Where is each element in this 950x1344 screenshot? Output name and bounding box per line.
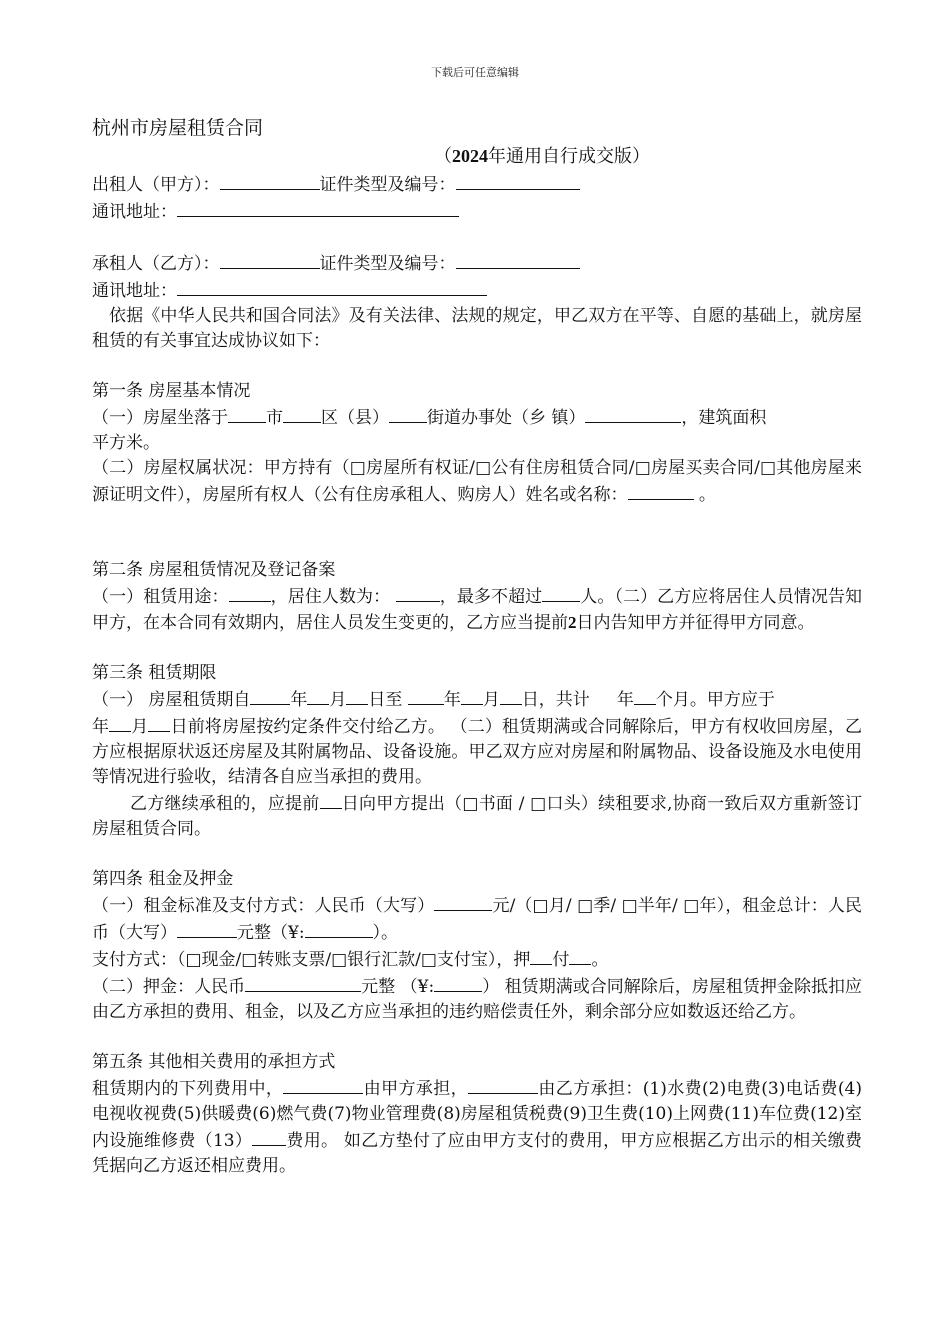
deposit-amount-blank — [245, 973, 361, 992]
lessor-line — [92, 171, 862, 198]
preamble: 依据《中华人民共和国合同法》及有关法律、法规的规定，甲乙双方在平等、自愿的基础上，就房屋租赁的有关事宜达成协议如下： — [92, 306, 862, 351]
article1-location — [92, 404, 862, 456]
a3-m2: 月 — [482, 690, 500, 710]
a3-renew-a: 乙方继续承租的，应提前 — [130, 794, 320, 814]
lessee-id-blank — [456, 250, 580, 269]
contract-subtitle — [222, 142, 862, 171]
notice-days: 2 — [568, 613, 577, 632]
a1-ownership-text: （二）房屋权属状况：甲方持有（□房屋所有权证/□公有住房租赁合同/□房屋买卖合同/□其他房屋来源证明文件），房屋所有权人（公有住房承租人、购房人）姓名或名称： — [92, 458, 862, 505]
street-blank — [389, 404, 427, 423]
article2-heading: 第二条 房屋租赁情况及登记备案 — [92, 560, 336, 580]
residents-blank — [396, 583, 440, 602]
a1-text-b: 市 — [266, 408, 283, 428]
town-blank — [585, 404, 681, 423]
a4-dep-b: 元整 （¥: — [361, 977, 435, 997]
subtitle-open: （ — [434, 146, 452, 167]
a1-text-end: 平方米。 — [92, 433, 160, 453]
lessee-address-line — [92, 277, 862, 304]
a3-renew-b: 日向甲方提出（□书面 / □口头）续租要求,协商一致后双方重新签订房屋租赁合同。 — [92, 794, 863, 839]
contract-body — [92, 114, 862, 1179]
subtitle-year: 2024 — [452, 146, 488, 166]
delivery-day-blank — [148, 713, 170, 732]
start-month-blank — [307, 686, 329, 705]
contract-title: 杭州市房屋租赁合同 — [92, 117, 264, 139]
article4-heading: 第四条 租金及押金 — [92, 869, 234, 889]
deposit-months-blank — [530, 946, 552, 965]
a4-dep-c: ） 租赁期满或合同解除后，房屋租赁押金除抵扣应由乙方承担的费用、租金，以及乙方应当承担的违约赔偿责任外，剩余部分应如数返还给乙方。 — [92, 977, 863, 1022]
city-blank — [228, 404, 266, 423]
a2-text-a: （一）租赁用途： — [92, 587, 229, 607]
lessee-name-blank — [220, 250, 320, 269]
lessee-address-label: 通讯地址： — [92, 281, 177, 301]
article4-deposit — [92, 973, 862, 1025]
lessor-address-line — [92, 198, 862, 225]
a1-text-c: 区（县） — [321, 408, 389, 428]
a3-y4: 年 — [92, 717, 110, 737]
a5-text-d: 费用。 如乙方垫付了应由甲方支付的费用，甲方应根据乙方出示的相关缴费凭据向乙方返还相应费用。 — [92, 1131, 862, 1176]
subtitle-rest: 年通用自行成交版） — [488, 146, 650, 167]
total-months-blank — [634, 686, 656, 705]
end-month-blank — [461, 686, 483, 705]
a4-pay-c: 。 — [591, 950, 609, 970]
a3-y2: 年 — [443, 690, 461, 710]
a2-text-b: ，居住人数为： — [270, 587, 391, 607]
lessee-address-blank — [177, 277, 487, 296]
a3-d2: 日，共计 — [521, 690, 590, 710]
max-residents-blank — [542, 583, 580, 602]
lessee-line — [92, 250, 862, 277]
a4-pay-a: 支付方式：（□现金/□转账支票/□银行汇款/□支付宝），押 — [92, 950, 531, 970]
a4-text-d: ）。 — [372, 923, 399, 943]
lessor-id-blank — [456, 171, 580, 190]
page-header-note: 下载后可任意编辑 — [431, 66, 519, 79]
end-day-blank — [500, 686, 522, 705]
a4-text-c: 元整（¥: — [237, 923, 305, 943]
lessor-fees-blank — [283, 1075, 363, 1094]
a3-d1: 日至 — [368, 690, 403, 710]
a4-dep-a: （二）押金：人民币 — [92, 977, 246, 997]
a3-text-a: （一） 房屋租赁期自 — [92, 690, 251, 710]
owner-name-blank — [628, 481, 694, 500]
a1-text-e: ，建筑面积 — [681, 408, 767, 428]
purpose-blank — [229, 583, 271, 602]
a3-y1: 年 — [290, 690, 308, 710]
article5-body — [92, 1075, 862, 1179]
a3-m4: 月 — [131, 717, 149, 737]
rent-total-number-blank — [305, 919, 373, 938]
rent-amount-blank — [434, 892, 492, 911]
article3-heading: 第三条 租赁期限 — [92, 663, 217, 683]
a2-text-e: 日内告知甲方并征得甲方同意。 — [576, 613, 815, 633]
lessee-label: 承租人（乙方）： — [92, 254, 220, 274]
lessor-label: 出租人（甲方）： — [92, 175, 220, 195]
a5-text-c: 由乙方承担：(1)水费(2)电费(3)电话费(4)电视收视费(5)供暖费(6)燃气费(7)物业管理费(8)房屋租赁税费(9)卫生费(10)上网费(11)车位费(12)室内设施维修费（13） — [92, 1079, 862, 1151]
payment-months-blank — [569, 946, 591, 965]
article5-heading: 第五条 其他相关费用的承担方式 — [92, 1052, 336, 1072]
a5-text-a: 租赁期内的下列费用中， — [92, 1079, 284, 1099]
article3-term — [92, 686, 862, 790]
delivery-month-blank — [109, 713, 131, 732]
lessor-address-label: 通讯地址： — [92, 202, 177, 222]
a2-text-d: 人。（二）乙方应将居住人员情况告知甲方，在本合同有效期内，居住人员发生变更的，乙方应当提前 — [92, 587, 863, 633]
start-day-blank — [346, 686, 368, 705]
a3-m1: 月 — [329, 690, 347, 710]
a5-text-b: 由甲方承担， — [363, 1079, 469, 1099]
lessor-id-label: 证件类型及编号： — [319, 175, 456, 195]
start-year-blank — [250, 686, 290, 705]
a1-text-a: （一）房屋坐落于 — [92, 408, 228, 428]
a3-m3: 个月。甲方应于 — [655, 690, 775, 710]
article4-payment-method — [92, 946, 862, 973]
district-blank — [283, 404, 321, 423]
a2-text-c: ，最多不超过 — [439, 587, 543, 607]
a1-text-d: 街道办事处（乡 镇） — [427, 408, 586, 428]
lessor-address-blank — [177, 198, 459, 217]
a3-y3: 年 — [616, 690, 634, 710]
article4-rent — [92, 892, 862, 946]
a3-d4: 日前将房屋按约定条件交付给乙方。 （二）租赁期满或合同解除后，甲方有权收回房屋，乙方应根据原状返还房屋及其附属物品、设备设施。甲乙双方应对房屋和附属物品、设备设施及水电使用等情况进行验收，结清各自应当承担的费用。 — [92, 717, 863, 787]
article2-body — [92, 583, 862, 636]
end-year-blank — [408, 686, 444, 705]
renewal-days-blank — [320, 790, 342, 809]
article3-renewal — [92, 790, 862, 842]
article1-ownership — [92, 456, 862, 508]
lessee-id-label: 证件类型及编号： — [319, 254, 456, 274]
article1-heading: 第一条 房屋基本情况 — [92, 381, 251, 401]
lessee-fees-blank — [468, 1075, 538, 1094]
deposit-number-blank — [434, 973, 482, 992]
rent-total-blank — [177, 919, 237, 938]
a4-text-b: 元/（□月/ □季/ □半年/ □年），租金总计：人民币（大写） — [92, 896, 863, 943]
a4-text-a: （一）租金标准及支付方式：人民币（大写） — [92, 896, 435, 916]
a4-pay-b: 付 — [552, 950, 570, 970]
other-fee-blank — [252, 1127, 286, 1146]
a1-ownership-end: 。 — [698, 485, 716, 505]
lessor-name-blank — [220, 171, 320, 190]
